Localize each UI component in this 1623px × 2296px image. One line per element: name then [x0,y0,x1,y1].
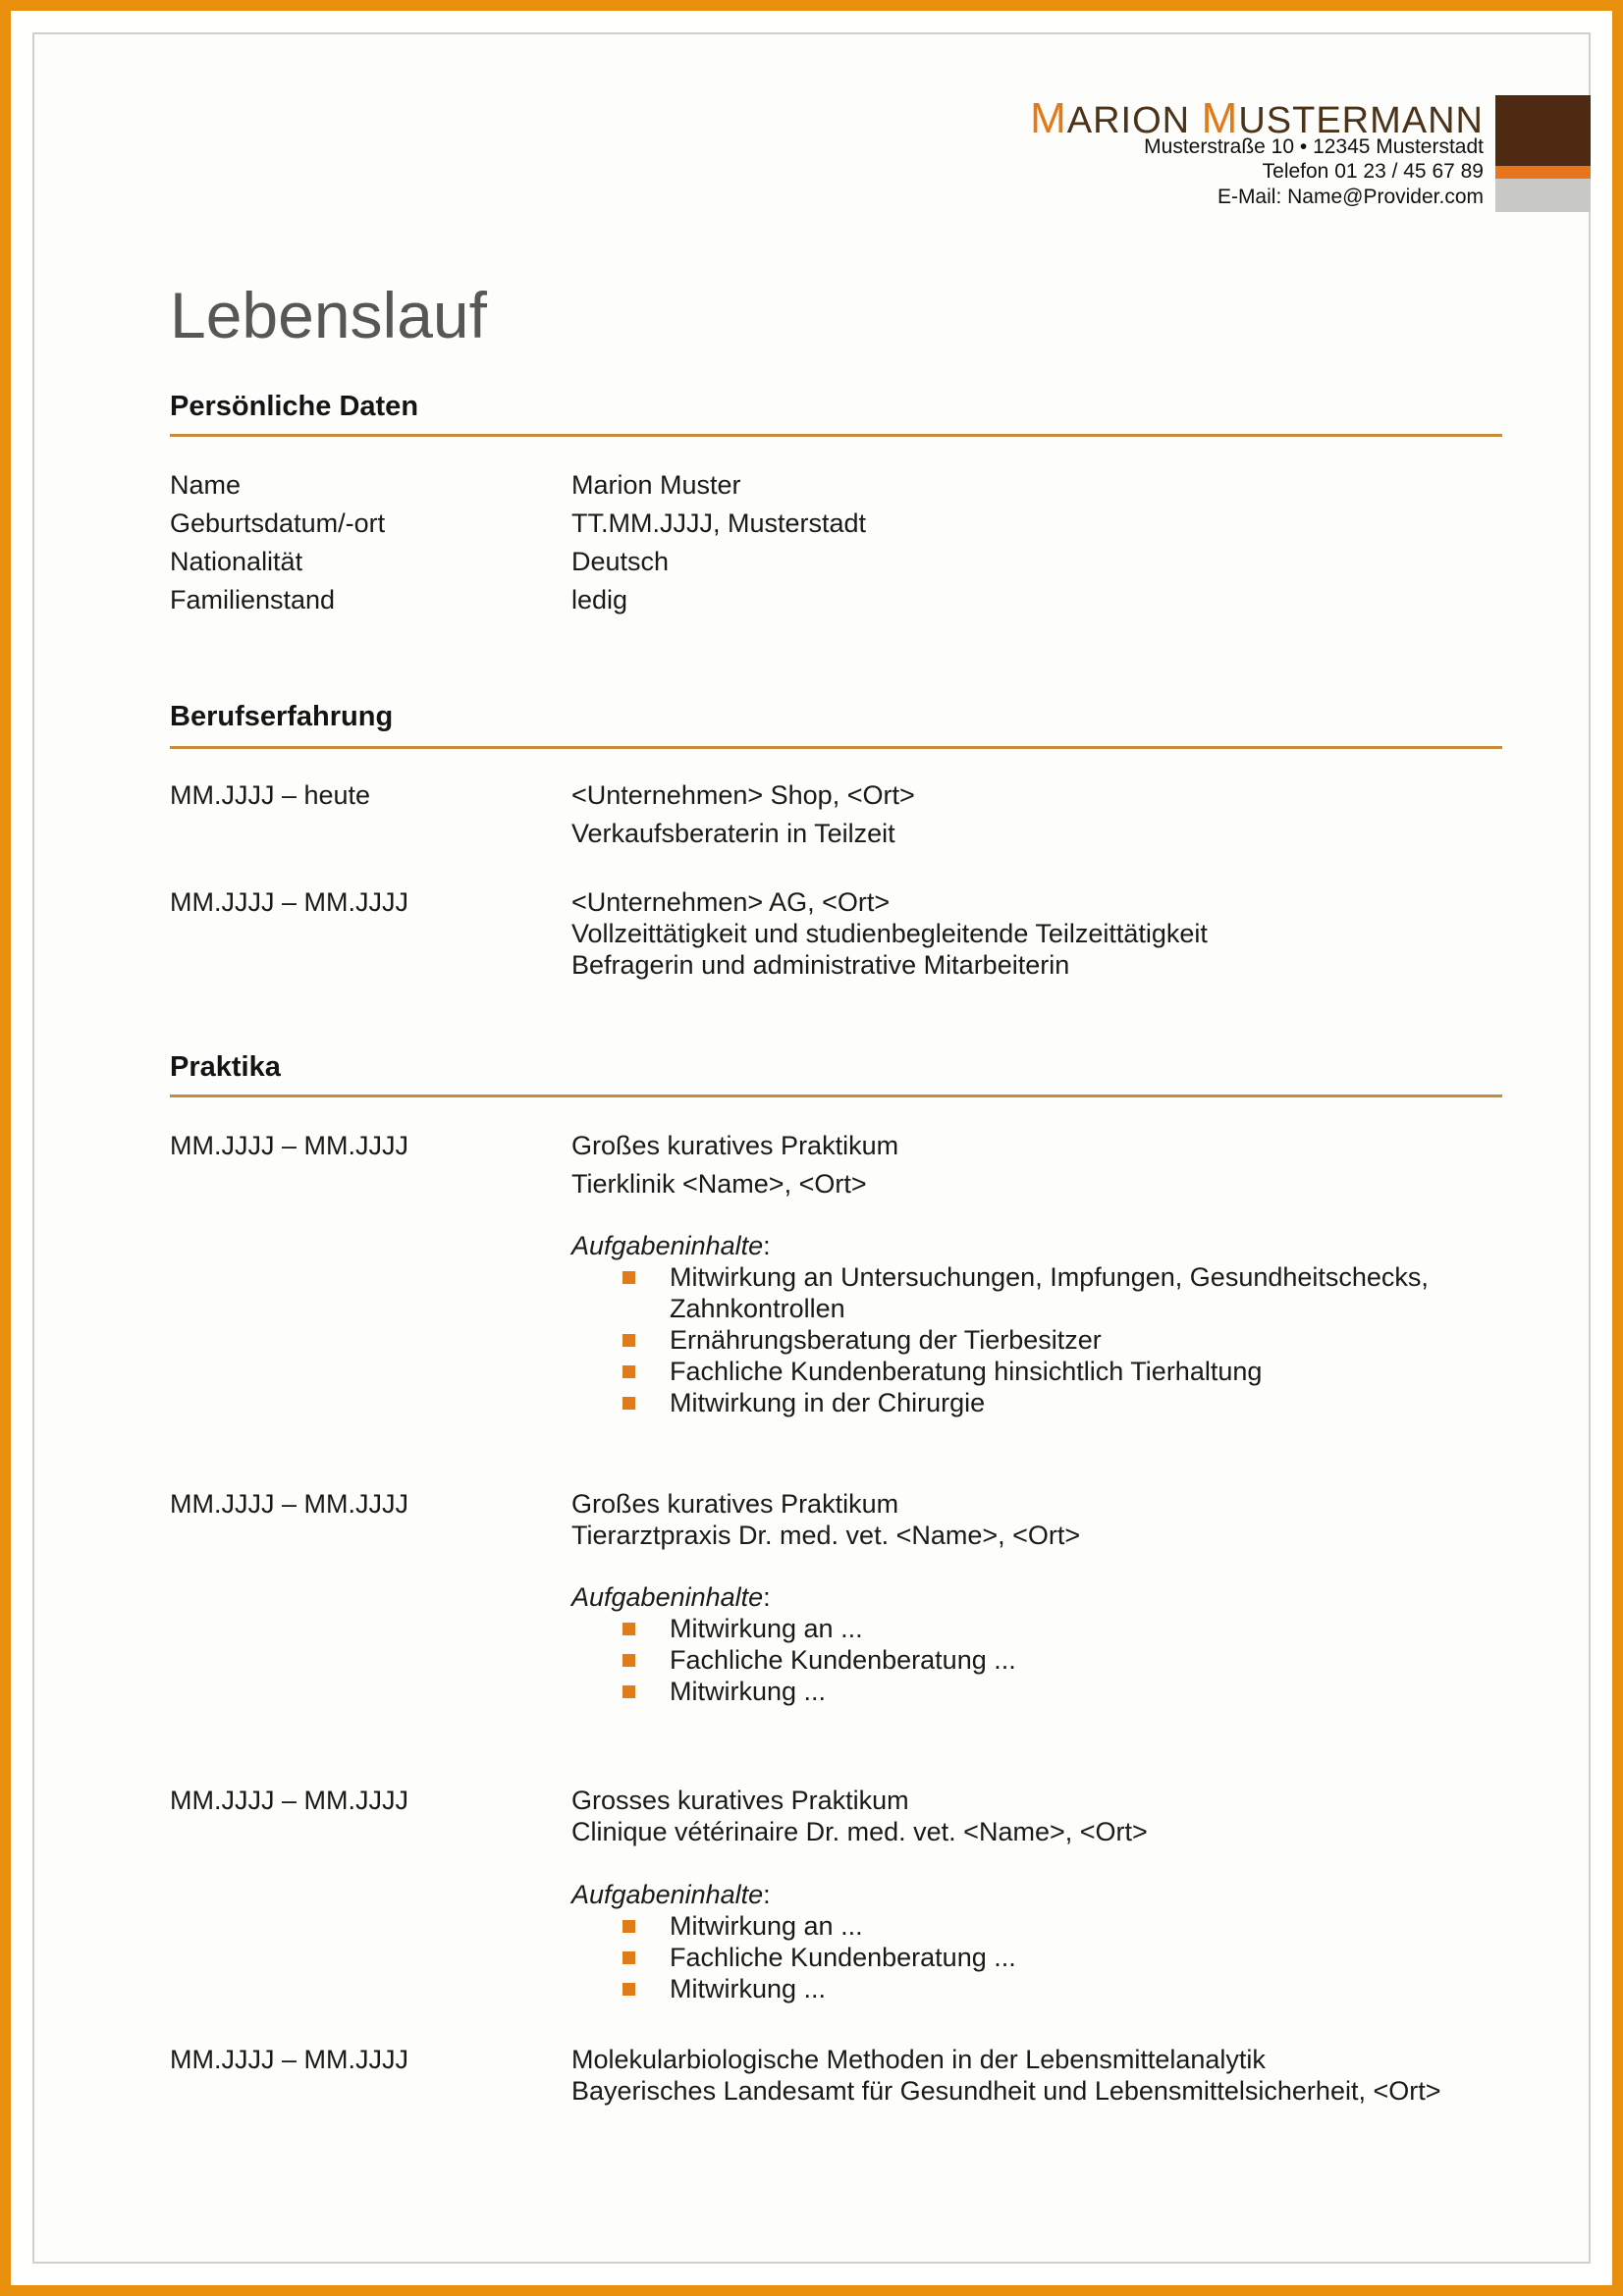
section-rule [170,746,1502,749]
task-item: Mitwirkung ... [670,1677,827,1706]
internship-line: Molekularbiologische Methoden in der Lebensmittelanalytik [571,2045,1266,2074]
tasks-label-line: Aufgabeninhalte: [571,1880,771,1909]
task-item: Fachliche Kundenberatung ... [670,1645,1016,1675]
header-phone: Telefon 01 23 / 45 67 89 [1262,160,1484,183]
experience-line: Befragerin und administrative Mitarbeiterin [571,950,1070,980]
name-first-rest: ARION [1066,100,1191,141]
header-color-block-grey [1495,179,1591,212]
name-initial-first: M [1030,94,1067,142]
bullet-marker [622,1920,635,1933]
internship-line: Tierklinik <Name>, <Ort> [571,1169,867,1199]
personal-label: Name [170,470,242,500]
section-rule [170,434,1502,437]
internship-period: MM.JJJJ – MM.JJJJ [170,1786,408,1815]
experience-line: Vollzeittätigkeit und studienbegleitende Teilzeittätigkeit [571,919,1208,948]
bullet-marker [622,1271,635,1284]
internship-line: Grosses kuratives Praktikum [571,1786,909,1815]
header-color-block-orange [1495,166,1591,179]
tasks-label-line: Aufgabeninhalte: [571,1582,771,1612]
header-color-block-brown [1495,95,1591,166]
bullet-marker [622,1951,635,1964]
internship-line: Clinique vétérinaire Dr. med. vet. <Name>, <Ort> [571,1817,1148,1846]
personal-label: Geburtsdatum/-ort [170,508,386,538]
experience-line: <Unternehmen> Shop, <Ort> [571,780,915,810]
experience-line: <Unternehmen> AG, <Ort> [571,887,891,917]
internship-line: Großes kuratives Praktikum [571,1131,899,1160]
name-initial-last: M [1201,94,1239,142]
task-item: Mitwirkung an ... [670,1911,863,1941]
personal-value: TT.MM.JJJJ, Musterstadt [571,508,867,538]
internship-period: MM.JJJJ – MM.JJJJ [170,1489,408,1519]
page-title: Lebenslauf [170,279,487,351]
task-item: Ernährungsberatung der Tierbesitzer [670,1325,1102,1355]
header-address: Musterstraße 10 • 12345 Musterstadt [1144,135,1484,158]
personal-label: Nationalität [170,547,303,576]
tasks-label-line: Aufgabeninhalte: [571,1231,771,1260]
bullet-marker [622,1983,635,1996]
section-heading-personal: Persönliche Daten [170,391,419,422]
header-email: E-Mail: Name@Provider.com [1217,186,1484,208]
bullet-marker [622,1397,635,1410]
tasks-label: Aufgabeninhalte [571,1880,764,1909]
experience-period: MM.JJJJ – heute [170,780,371,810]
task-item: Mitwirkung an ... [670,1614,863,1643]
personal-value: Deutsch [571,547,670,576]
internship-line: Bayerisches Landesamt für Gesundheit und Lebensmittelsicherheit, <Ort> [571,2076,1441,2106]
task-item: Mitwirkung ... [670,1974,827,2003]
internship-line: Tierarztpraxis Dr. med. vet. <Name>, <Ort> [571,1521,1081,1550]
experience-period: MM.JJJJ – MM.JJJJ [170,887,408,917]
section-rule [170,1095,1502,1097]
section-heading-experience: Berufserfahrung [170,701,394,732]
section-heading-internships: Praktika [170,1051,281,1083]
bullet-marker [622,1334,635,1347]
internship-line: Großes kuratives Praktikum [571,1489,899,1519]
internship-period: MM.JJJJ – MM.JJJJ [170,1131,408,1160]
tasks-label: Aufgabeninhalte [571,1231,764,1260]
internship-period: MM.JJJJ – MM.JJJJ [170,2045,408,2074]
task-item: Zahnkontrollen [670,1294,845,1323]
tasks-label: Aufgabeninhalte [571,1582,764,1612]
bullet-marker [622,1685,635,1698]
experience-line: Verkaufsberaterin in Teilzeit [571,819,895,848]
personal-value: ledig [571,585,628,614]
task-item: Fachliche Kundenberatung hinsichtlich Tierhaltung [670,1357,1263,1386]
bullet-marker [622,1623,635,1635]
task-item: Fachliche Kundenberatung ... [670,1943,1016,1972]
personal-label: Familienstand [170,585,336,614]
personal-value: Marion Muster [571,470,741,500]
name-last-rest: USTERMANN [1238,100,1484,141]
task-item: Mitwirkung an Untersuchungen, Impfungen, Gesundheitschecks, [670,1262,1429,1292]
task-item: Mitwirkung in der Chirurgie [670,1388,986,1417]
bullet-marker [622,1654,635,1667]
bullet-marker [622,1365,635,1378]
